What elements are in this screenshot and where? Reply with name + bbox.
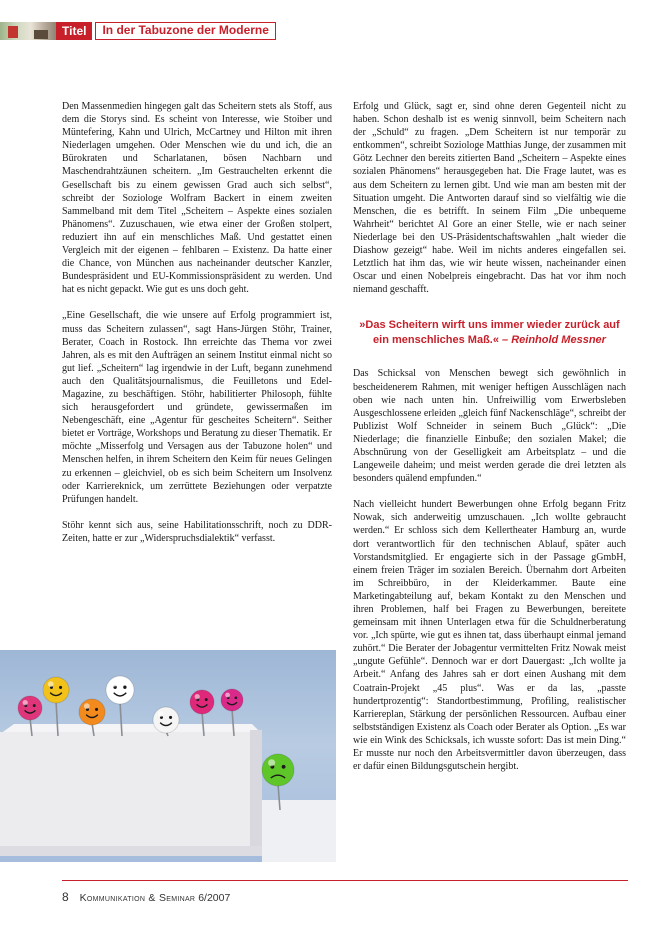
body-paragraph: Das Schicksal von Menschen bewegt sich gewöhnlich in bescheidenerem Rahmen, mit weniger heftigen Ausschlägen nach oben wie nach unten hin. Unfreiwillig vom Erwerbsleben Ausgeschlossene erleiden „gleich fünf Nackenschläge“, schreibt der Publizist Wolf Schneider in seinem Buch „Glück“: „Die Niederlage; die finanzielle Einbuße; den sozialen Makel; die Abschnürung von der Geselligkeit am Arbeitsplatz – und die Langeweile daheim; und meist werden gerade die drei letzten als besonders quälend empfunden.“ bbox=[353, 368, 626, 485]
smiley-pins-photo bbox=[0, 650, 336, 862]
pull-quote bbox=[353, 318, 626, 347]
body-paragraph: Nach vielleicht hundert Bewerbungen ohne Erfolg begann Fritz Nowak, sich anderweitig umzuschauen. „Ich wollte gebraucht werden.“ Er schloss sich dem Kellertheater Hamburg an, wurde dort verantwortlich für den technischen Ablauf, später auch Vorstandsmitglied. Er engagierte sich in der Passage gGmbH, einem freien Träger im sozialen Bereich. Übernahm dort Arbeiten im Schreibbüro, in der Kleiderkammer. Baute eine Marketingabteilung auf, bekam Kontakt zu den Menschen und ihren Problemen, half bei Fragen zu Bewerbungen, bereitete gemeinsam mit ihnen Unterlagen etwa für die Schuldnerberatung vor. „Ich spürte, wie gut es ihnen tat, dass überhaupt einmal jemand zuhört.“ Die Berater der Jobagentur vermittelten Fritz Nowak meist „ungute Gefühle“. Dennoch war er dort Dauergast: „Ich wollte ja Arbeit.“ Anfang des Jahres sah er dort einen Aushang mit dem Coatrain-Projekt „45 plus“. Was er da las, „passte hundertprozentig“: Standortbestimmung, Profiling, realistischer Karriereplan, Stärkung der persönlichen Ressourcen. Aufbau einer selbstständigen Existenz als Coach oder Berater als Option. „Es war wie ein Wink des Schicksals, ich wusste sofort: Das ist mein Ding.“ Er musste nur noch den Arbeitsvermittler davon überzeugen, dass er dafür einen Bildungsgutschein hergibt. bbox=[353, 499, 626, 773]
pull-quote-text: »Das Scheitern wirft uns immer wieder zurück auf ein menschliches Maß.« bbox=[359, 319, 620, 346]
smiley-pins-illustration bbox=[0, 650, 336, 862]
body-paragraph: „Eine Gesellschaft, die wie unsere auf Erfolg programmiert ist, muss das Scheitern zulassen“, sagt Hans-Jürgen Stöhr, Trainer, Berater, Coach in Rostock. Ihn erreichte das Thema vor zwei Jahren, als es mit den Aufträgen an seinem Institut einmal nicht so gut lief. „Scheitern“ lag irgendwie in der Luft, begann zunehmend auch den Qualitätsjournalismus, die Feuilletons und Edel-Magazine, zu beschäftigen. Stöhr, habilitierter Philosoph, fühlte sich herausgefordert und gründete, gewissermaßen im Nebengeschäft, eine „Agentur für gescheites Scheitern“. Seither bietet er Vorträge, Workshops und Beratung zu dieser Thematik. Er möchte „Misserfolg und Versagen aus der Tabuzone holen“ und Menschen helfen, in ihrem Scheitern den Keim für neues Gelingen zu erkennen – gleichviel, ob es sich beim Scheitern um Insolvenz oder Karriereknick, um zerrüttete Beziehungen oder verpatzte Prüfungen handelt. bbox=[62, 310, 332, 505]
section-header bbox=[0, 22, 300, 40]
footer-rule bbox=[62, 880, 628, 881]
page-number: 8 bbox=[62, 890, 69, 904]
body-paragraph: Den Massenmedien hingegen galt das Scheitern stets als Stoff, aus dem die Storys sind. Es scheint von Interesse, wie Stoiber und Müntefering, Kahn und Ulrich, McCartney und Hilton mit ihren Niederlagen umgehen. Oder Menschen wie du und ich, die an Bürokraten und Scharlatanen, bösen Nachbarn und Maschendrahtzäunen scheitern. „Im Gestrauchelten erkennt die Gesellschaft bis zu einem gewissen Grad auch sich selbst“, schreibt der Soziologe Wolfram Backert in einem zweiten Sammelband mit dem Titel „Scheitern – Aspekte eines sozialen Phänomens“. Zuzuschauen, wie etwa einer der Großen stolpert, reduziert ihn auf ein menschliches Maß. Und gestattet einen Vergleich mit der eigenen – fehlbaren – Existenz. Da hatte einer die Chance, von München aus nacheinander deutscher Kanzler, Bundespräsident und EU-Kommissionspräsident zu werden. Und hat es nicht gepackt. Wie gut es uns doch geht. bbox=[62, 101, 332, 296]
left-text-column bbox=[62, 100, 332, 558]
issue-number: 6/2007 bbox=[198, 892, 231, 904]
header-thumbnail-image bbox=[0, 22, 56, 40]
section-tag: Titel bbox=[56, 22, 92, 40]
body-paragraph: Stöhr kennt sich aus, seine Habilitationsschrift, noch zu DDR-Zeiten, hatte er zur „Widerspruchsdialektik“ verfasst. bbox=[62, 519, 332, 544]
article-headline: In der Tabuzone der Moderne bbox=[95, 22, 275, 40]
page-footer bbox=[62, 890, 230, 904]
body-paragraph: Erfolg und Glück, sagt er, sind ohne deren Gegenteil nicht zu haben. Schon deshalb ist es wenig sinnvoll, beim Scheitern nach der „Schuld“ zu fragen. „Dem Scheitern ist nur temporär zu entkommen“, schreibt Soziologe Matthias Junge, der zusammen mit Götz Lechner den bereits zitierten Band „Scheitern – Aspekte eines sozialen Phänomens“ herausgegeben hat. Die Frage lautet, was es aus dem Scheitern zu lernen gibt. Und wie man am besten mit der Situation umgeht. Die Antworten darauf sind so vielfältig wie die Menschen, die es betrifft. In seinem Film „Die unbequeme Wahrheit“ berichtet Al Gore an einer Stelle, wie er nach seiner Niederlage bei den US-Präsidentschaftswahlen „halt wieder die Diashow gezeigt“ habe. Weil im nichts anderes eingefallen sei. Letztlich hat ihm das, wie wir heute wissen, nacheinander einen Oscar und einen Nobelpreis eingebracht. Das hat vor ihm noch niemand geschafft. bbox=[353, 101, 626, 296]
pull-quote-author: Reinhold Messner bbox=[511, 333, 606, 346]
publication-name: Kommunikation & Seminar bbox=[79, 892, 196, 904]
right-text-column bbox=[353, 100, 626, 786]
pull-quote-dash: – bbox=[498, 333, 512, 346]
